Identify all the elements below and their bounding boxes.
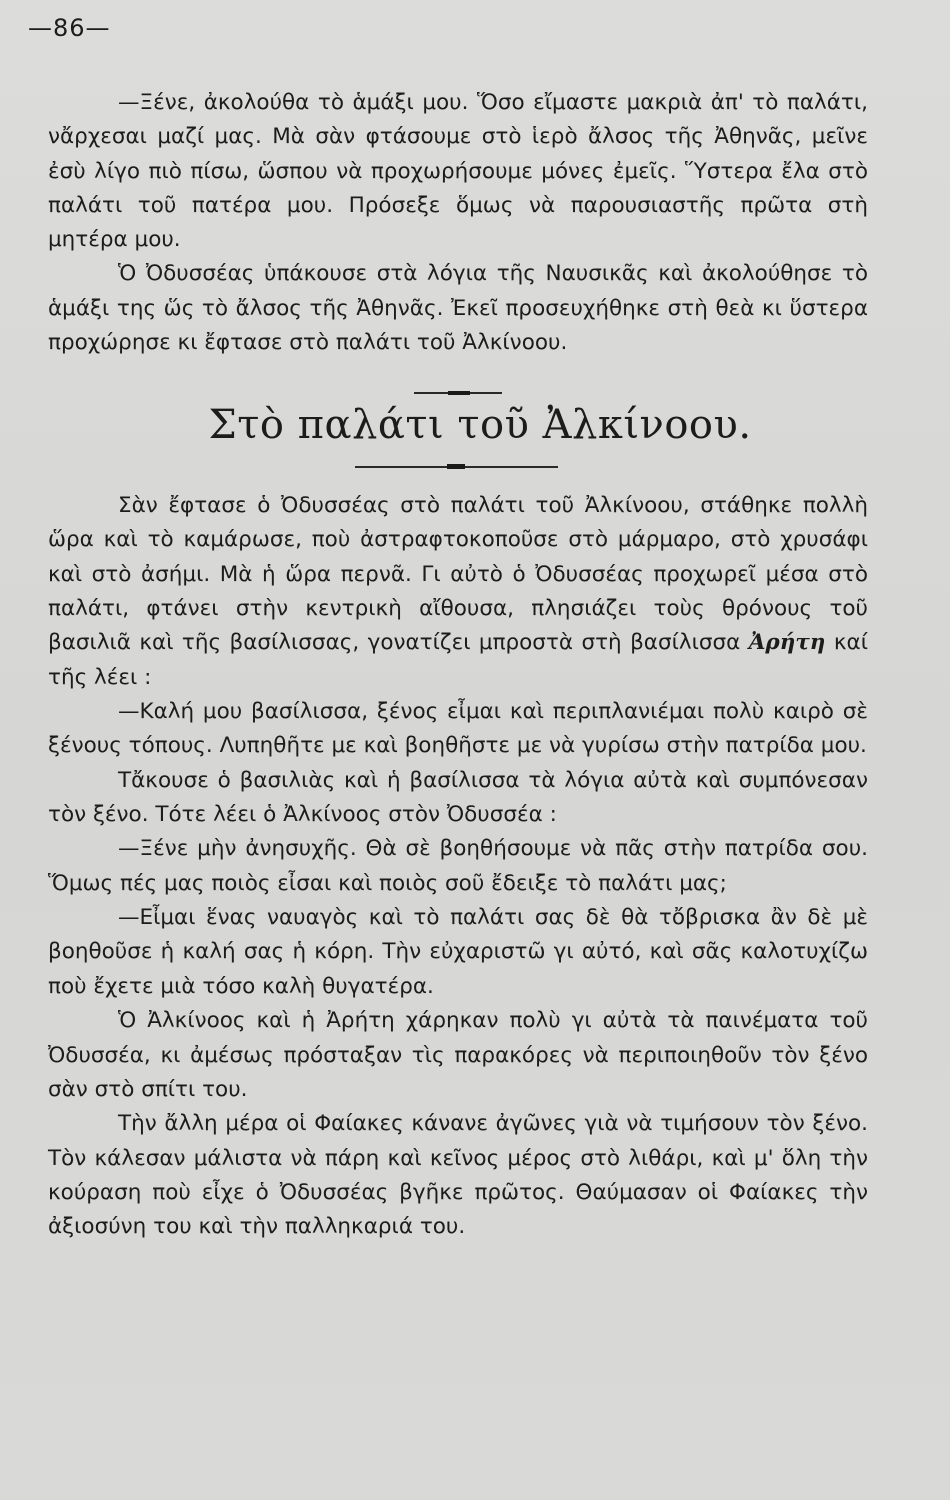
- page-number: —86—: [28, 14, 111, 42]
- opening-text: [48, 86, 868, 360]
- paragraph-arrival: [48, 489, 868, 695]
- name-arete: Ἀρήτη: [748, 630, 826, 656]
- ornament-dot: [447, 464, 465, 469]
- chapter-title: Στὸ παλάτι τοῦ Ἀλκίνοου.: [208, 402, 752, 448]
- ornament-dot: [448, 391, 470, 395]
- paragraph-odysseus-follows: Ὁ Ὀδυσσέας ὑπάκουσε στὰ λόγια τῆς Ναυσικᾶς καὶ ἀκολούθησε τὸ ἁμάξι της ὥς τὸ ἄλσος τῆς Ἀθηνᾶς. Ἐκεῖ προσευχήθηκε στὴ θεὰ κι ὕστερα προχώρησε κι ἔφτασε στὸ παλάτι τοῦ Ἀλκίνοου.: [48, 261, 868, 356]
- ornament-rule-top: [414, 392, 502, 394]
- paragraph-plea: —Καλή μου βασίλισσα, ξένος εἶμαι καὶ περιπλανιέμαι πολὺ καιρὸ σὲ ξένους τόπους. Λυπηθῆτε με καὶ βοηθῆστε με νὰ γυρίσω στὴν πατρίδα μου.: [48, 699, 868, 759]
- ornament-rule-bottom: [355, 466, 558, 468]
- paragraph-games: Τὴν ἄλλη μέρα οἱ Φαίακες κάνανε ἀγῶνες γιὰ νὰ τιμήσουν τὸν ξένο. Τὸν κάλεσαν μάλιστα νὰ πάρη καὶ κεῖνος μέρος στὸ λιθάρι, καὶ μ' ὅλη τὴν κούραση ποὺ εἶχε ὁ Ὀδυσσέας βγῆκε πρῶτος. Θαύμασαν οἱ Φαίακες τὴν ἀξιοσύνη του καὶ τὴν παλληκαριά του.: [48, 1111, 868, 1240]
- paragraph-arrival-end: καί τῆς λέει :: [48, 630, 868, 690]
- paragraph-royal-joy: Ὁ Ἀλκίνοος καὶ ἡ Ἀρήτη χάρηκαν πολὺ γι αὐτὰ τὰ παινέματα τοῦ Ὀδυσσέα, κι ἀμέσως πρόσταξαν τὶς παρακόρες νὰ περιποιηθοῦν τὸν ξένο σὰν στὸ σπίτι του.: [48, 1008, 868, 1102]
- paragraph-odysseus-answer: —Εἶμαι ἕνας ναυαγὸς καὶ τὸ παλάτι σας δὲ θὰ τὄβρισκα ἂν δὲ μὲ βοηθοῦσε ἡ καλή σας ἡ κόρη. Τὴν εὐχαριστῶ γι αὐτό, καὶ σᾶς καλοτυχίζω ποὺ ἔχετε μιὰ τόσο καλὴ θυγατέρα.: [48, 905, 868, 999]
- paragraph-alcinous-reply: —Ξένε μὴν ἀνησυχῆς. Θὰ σὲ βοηθήσουμε νὰ πᾶς στὴν πατρίδα σου. Ὅμως πές μας ποιὸς εἶσαι καὶ ποιὸς σοῦ ἔδειξε τὸ παλάτι μας;: [48, 836, 868, 896]
- paragraph-sympathy: Τἄκουσε ὁ βασιλιὰς καὶ ἡ βασίλισσα τὰ λόγια αὐτὰ καὶ συμπόνεσαν τὸν ξένο. Τότε λέει ὁ Ἀλκίνοος στὸν Ὀδυσσέα :: [48, 767, 868, 828]
- paragraph-nausicaa-speech: —Ξένε, ἀκολούθα τὸ ἁμάξι μου. Ὅσο εἴμαστε μακριὰ ἀπ' τὸ παλάτι, νἄρχεσαι μαζί μας. Μὰ σὰν φτάσουμε στὸ ἱερὸ ἄλσος τῆς Ἀθηνᾶς, μεῖνε ἐσὺ λίγο πιὸ πίσω, ὥσπου νὰ προχωρήσουμε μόνες ἐμεῖς. Ὕστερα ἔλα στὸ παλάτι τοῦ πατέρα μου. Πρόσεξε ὅμως νὰ παρουσιαστῆς πρῶτα στὴ μητέρα μου.: [48, 90, 868, 253]
- paragraph-arrival-text: Σὰν ἔφτασε ὁ Ὀδυσσέας στὸ παλάτι τοῦ Ἀλκίνοου, στάθηκε πολλὴ ὥρα καὶ τὸ καμάρωσε, ποὺ ἀστραφτοκοποῦσε στὸ μάρμαρο, στὸ χρυσάφι καὶ στὸ ἀσήμι. Μὰ ἡ ὥρα περνᾶ. Γι αὐτὸ ὁ Ὀδυσσέας προχωρεῖ μέσα στὸ παλάτι, φτάνει στὴν κεντρικὴ αἴθουσα, πλησιάζει τοὺς θρόνους τοῦ βασιλιᾶ καὶ τῆς βασίλισσας, γονατίζει μπροστὰ στὴ βασίλισσα: [48, 493, 868, 656]
- chapter-body: [48, 489, 868, 1245]
